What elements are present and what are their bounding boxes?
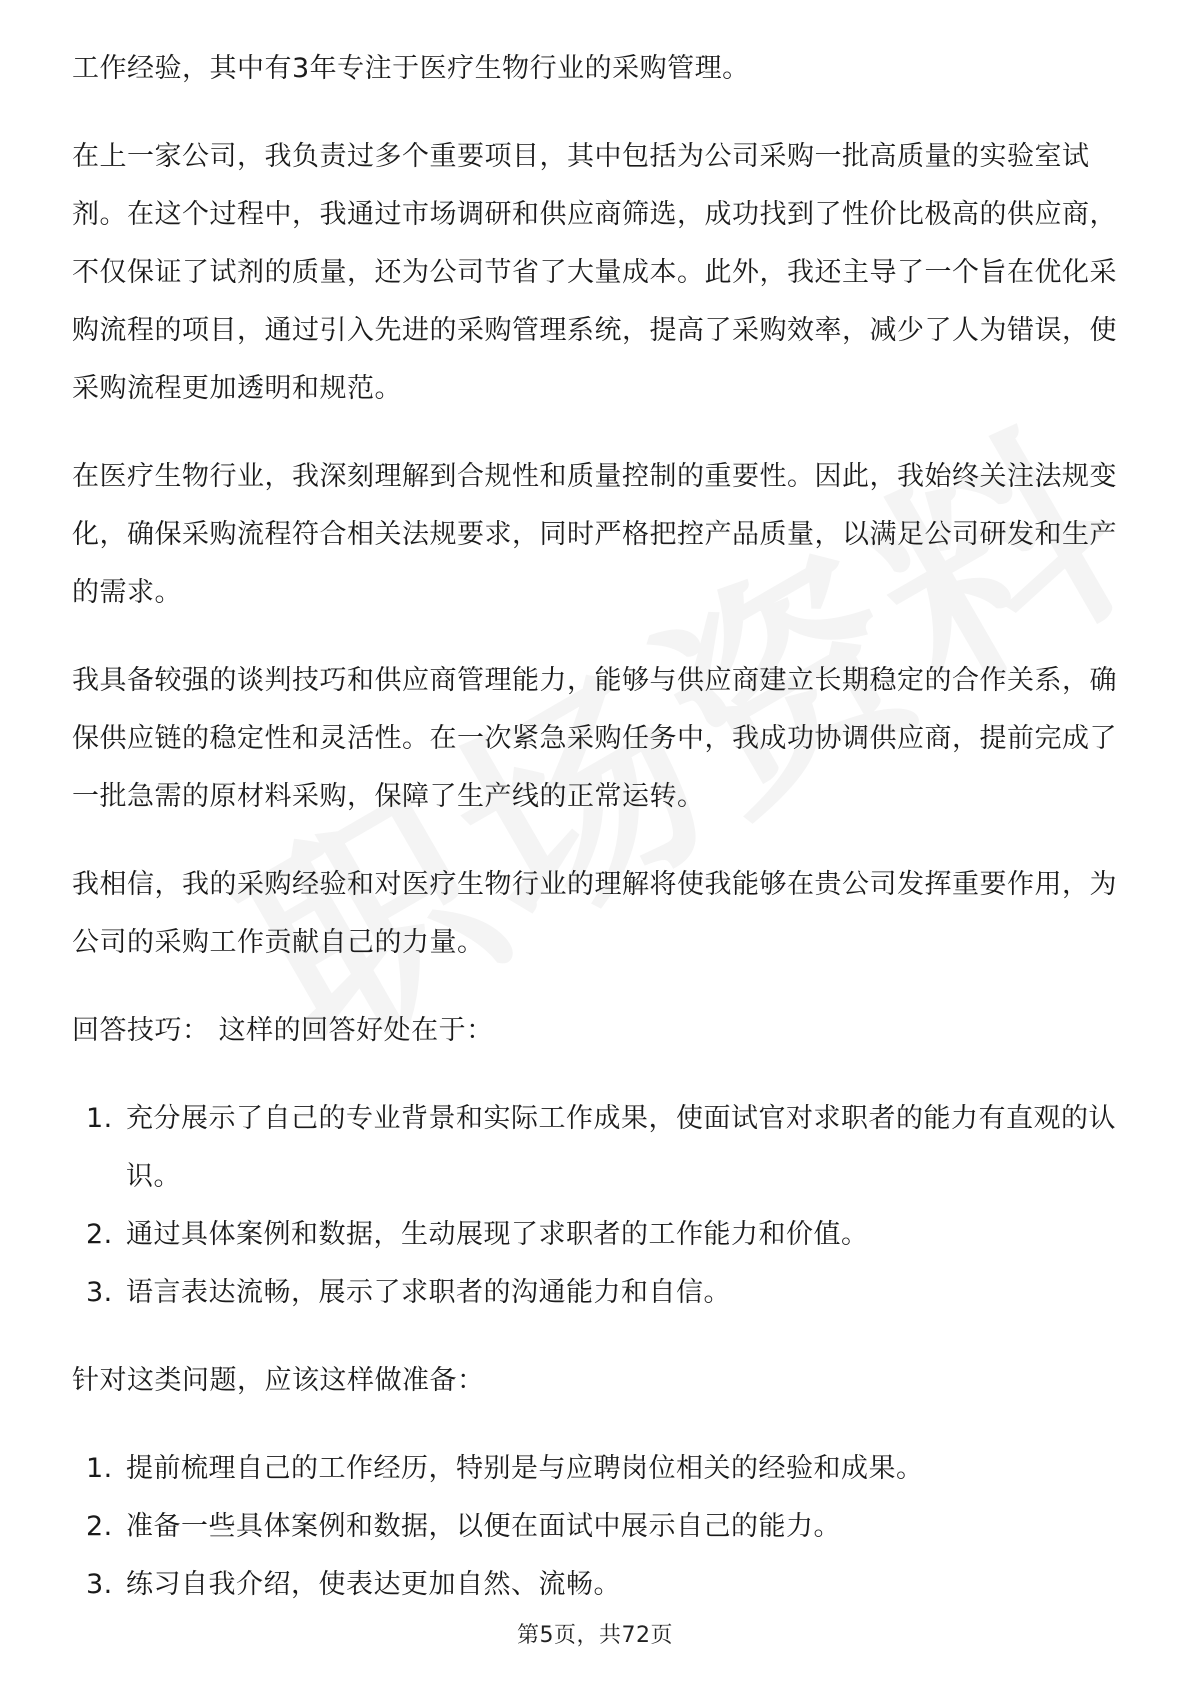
document-body [72,40,1118,1644]
paragraph-negotiation: 我具备较强的谈判技巧和供应商管理能力，能够与供应商建立长期稳定的合作关系，确保供应链的稳定性和灵活性。在一次紧急采购任务中，我成功协调供应商，提前完成了一批急需的原材料采购，保障了生产线的正常运转。 [72,665,1117,812]
page-number: 第5页，共72页 [517,1623,673,1648]
prep-list [72,1440,1118,1614]
list-item-text: 准备一些具体案例和数据，以便在面试中展示自己的能力。 [126,1511,841,1542]
paragraph-compliance: 在医疗生物行业，我深刻理解到合规性和质量控制的重要性。因此，我始终关注法规变化，确保采购流程符合相关法规要求，同时严格把控产品质量，以满足公司研发和生产的需求。 [72,461,1117,608]
list-item-text: 通过具体案例和数据，生动展现了求职者的工作能力和价值。 [126,1219,869,1250]
prep-heading: 针对这类问题，应该这样做准备： [72,1365,485,1396]
list-item-number: 2. [86,1219,113,1250]
list-item [72,1440,1118,1498]
list-item-number: 1. [86,1103,113,1134]
list-item-number: 3. [86,1569,113,1600]
list-item-text: 练习自我介绍，使表达更加自然、流畅。 [126,1569,621,1600]
list-item [72,1264,1118,1322]
paragraph-experience-intro: 工作经验，其中有3年专注于医疗生物行业的采购管理。 [72,53,750,84]
list-item [72,1498,1118,1556]
paragraph-conclusion: 我相信，我的采购经验和对医疗生物行业的理解将使我能够在贵公司发挥重要作用，为公司的采购工作贡献自己的力量。 [72,869,1117,958]
list-item-number: 3. [86,1277,113,1308]
list-item-text: 提前梳理自己的工作经历，特别是与应聘岗位相关的经验和成果。 [126,1453,924,1484]
list-item-number: 2. [86,1511,113,1542]
list-item [72,1090,1118,1206]
paragraph-projects: 在上一家公司，我负责过多个重要项目，其中包括为公司采购一批高质量的实验室试剂。在这个过程中，我通过市场调研和供应商筛选，成功找到了性价比极高的供应商，不仅保证了试剂的质量，还为公司节省了大量成本。此外，我还主导了一个旨在优化采购流程的项目，通过引入先进的采购管理系统，提高了采购效率，减少了人为错误，使采购流程更加透明和规范。 [72,141,1117,404]
tips-heading: 回答技巧： 这样的回答好处在于： [72,1015,494,1046]
list-item [72,1206,1118,1264]
tips-list [72,1090,1118,1322]
list-item-number: 1. [86,1453,113,1484]
list-item [72,1556,1118,1614]
list-item-text: 充分展示了自己的专业背景和实际工作成果，使面试官对求职者的能力有直观的认识。 [126,1103,1116,1192]
list-item-text: 语言表达流畅，展示了求职者的沟通能力和自信。 [126,1277,731,1308]
